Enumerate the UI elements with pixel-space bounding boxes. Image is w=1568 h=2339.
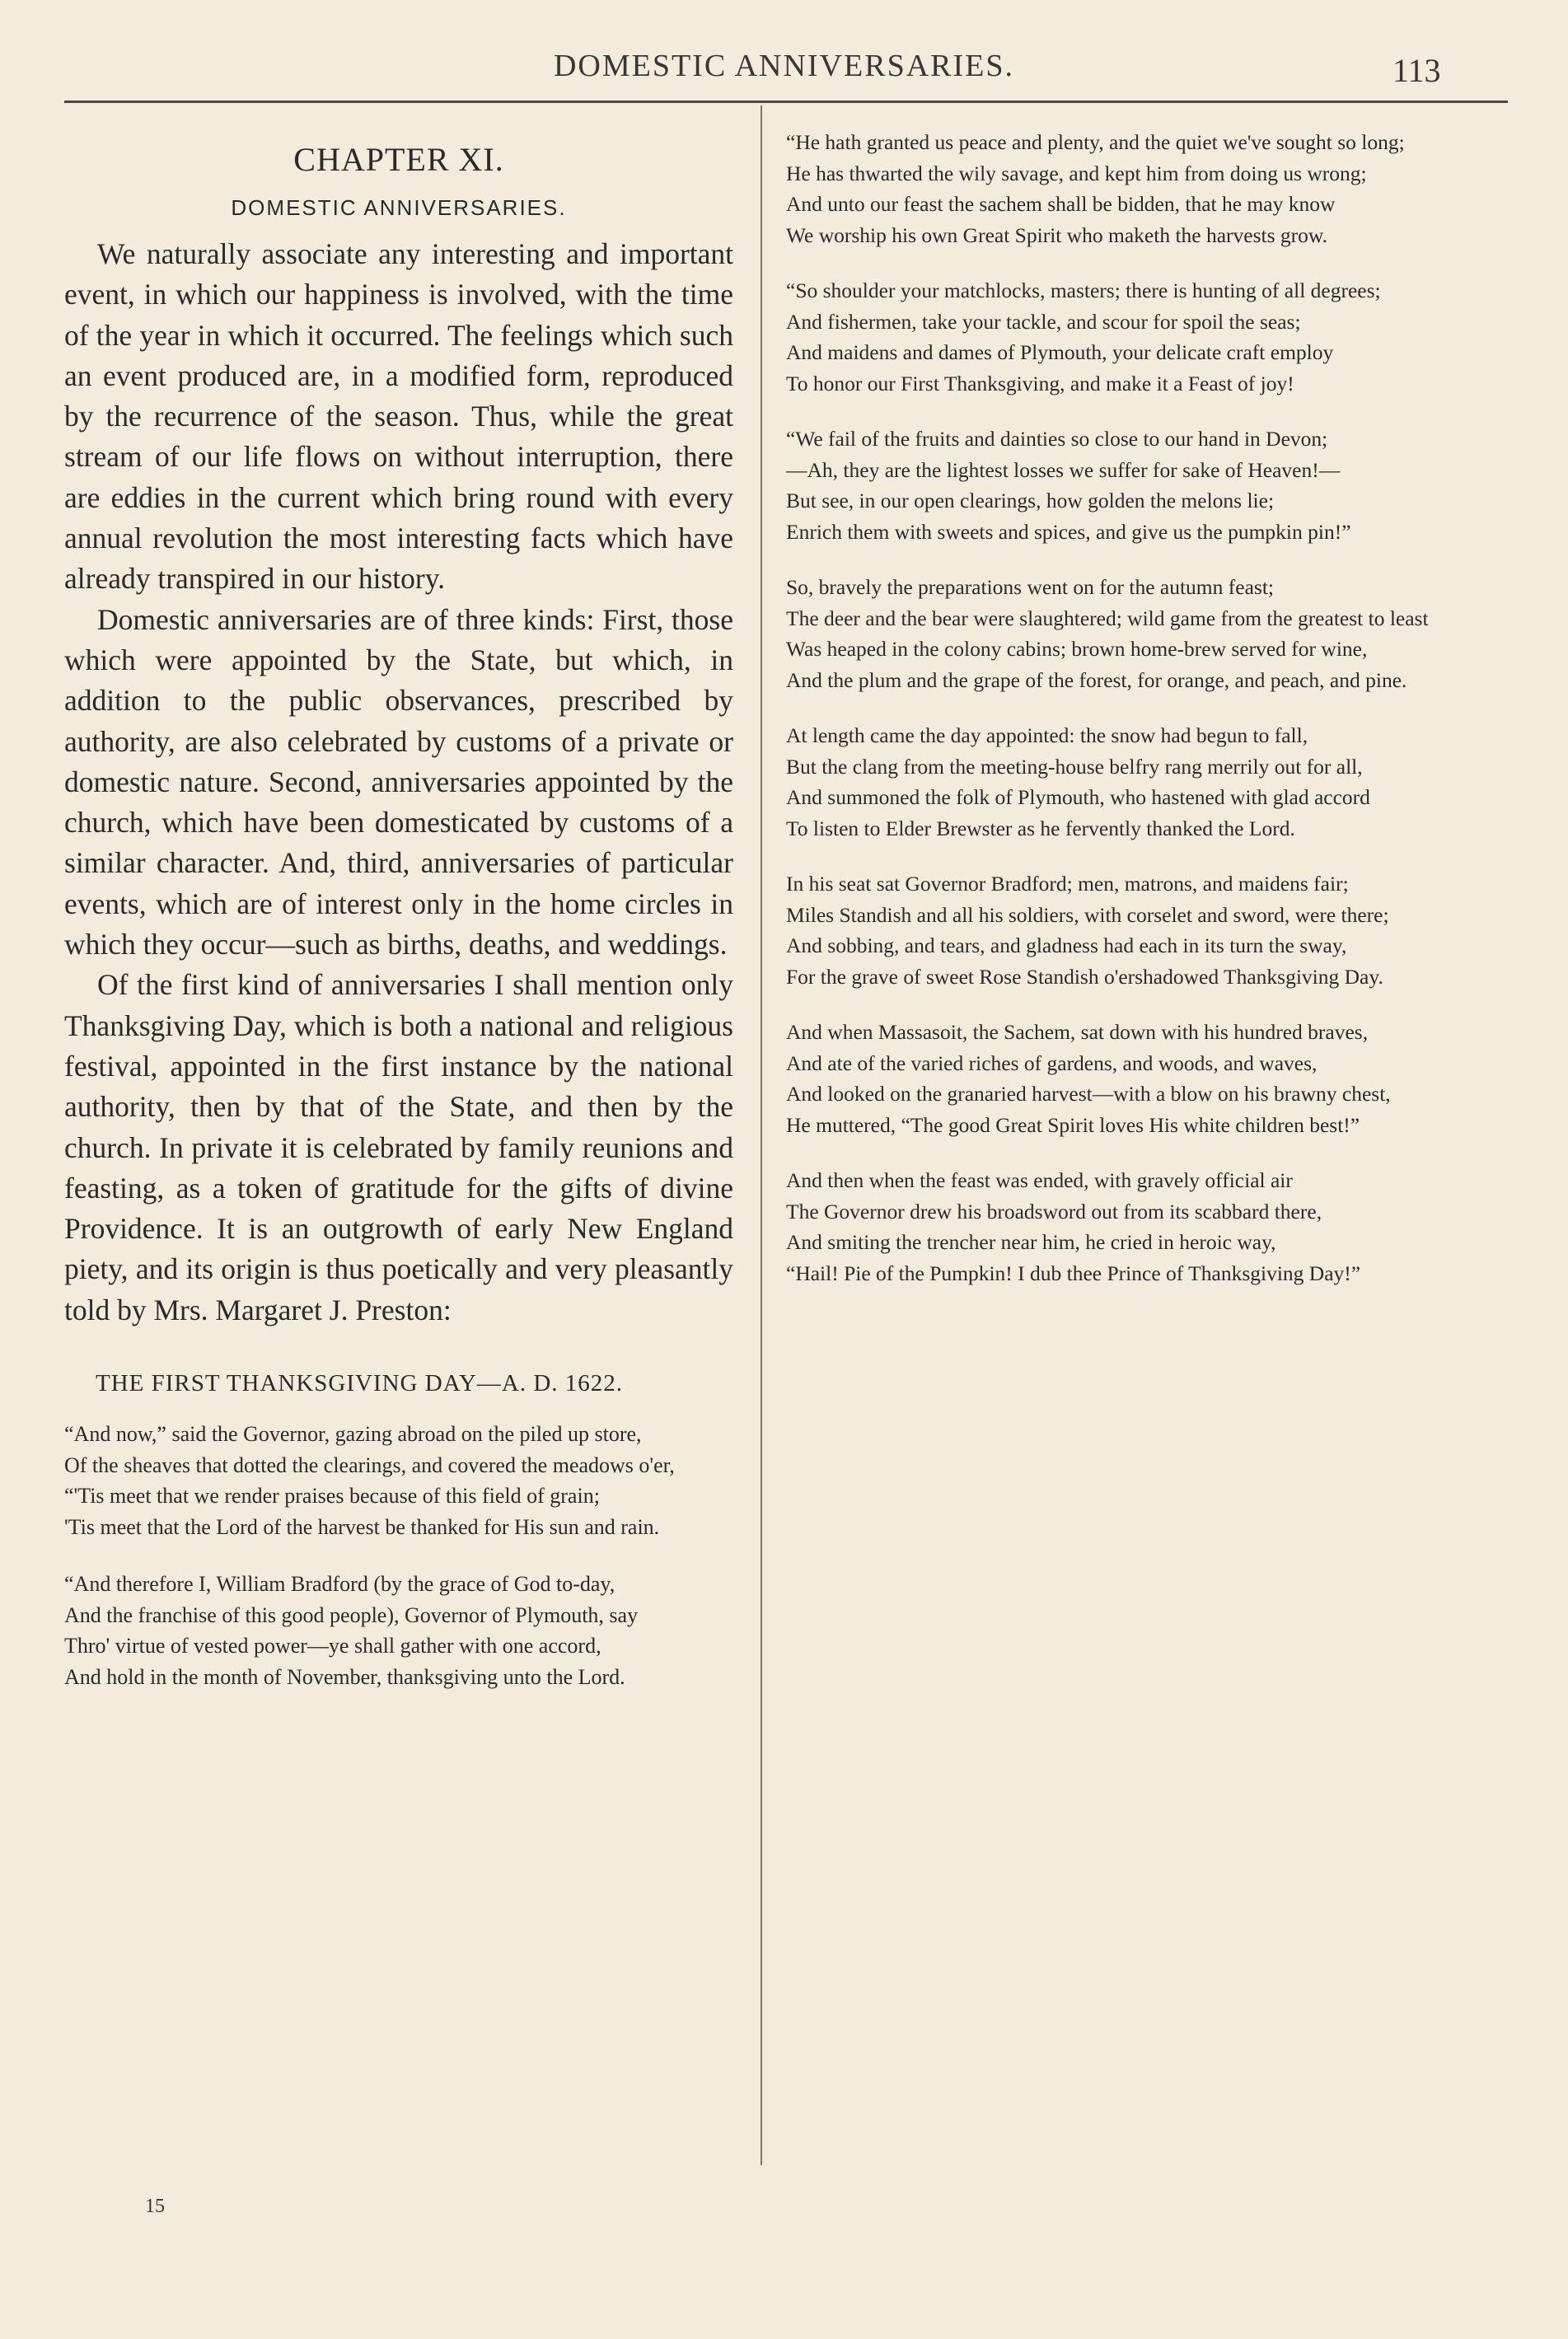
poem-line: “And therefore I, William Bradford (by the grace of God to-day, — [64, 1572, 615, 1597]
stanza — [64, 1419, 733, 1542]
poem-line: We worship his own Great Spirit who maketh the harvests grow. — [786, 222, 1328, 247]
paragraph: Domestic anniversaries are of three kinds: First, those which were appointed by the State, but which, in addition to the public observances, prescribed by authority, are also celebrated by customs of a private or domestic nature. Second, anniversaries appointed by the church, which have been domesticated by customs of a similar character. And, third, anniversaries of particular events, which are of interest only in the home circles in which they occur—such as births, deaths, and weddings. — [64, 602, 733, 961]
poem-line: Enrich them with sweets and spices, and give us the pumpkin pin!” — [786, 519, 1351, 544]
poem-line: The Governor drew his broadsword out from its scabbard there, — [786, 1199, 1322, 1223]
poem-line: —Ah, they are the lightest losses we suffer for sake of Heaven!— — [786, 457, 1341, 482]
paragraph: Of the first kind of anniversaries I shall mention only Thanksgiving Day, which is both a national and religious festival, appointed in the first instance by the national authority, then by that of the State, and then by the church. In private it is celebrated by family reunions and feasting, as a token of gratitude for the gifts of divine Providence. It is an outgrowth of early New England piety, and its origin is thus poetically and very pleasantly told by Mrs. Margaret J. Preston: — [64, 968, 733, 1326]
stanza — [786, 572, 1452, 695]
poem-line: And the plum and the grape of the forest, for orange, and peach, and pine. — [786, 667, 1407, 692]
stanza — [786, 127, 1452, 250]
poem-line: But see, in our open clearings, how golden the melons lie; — [786, 489, 1275, 512]
paragraph: We naturally associate any interesting and important event, in which our happiness is involved, with the time of the year in which it occurred. The feelings which such an event produced are, in a modified form, reproduced by the recurrence of the season. Thus, while the great stream of our life flows on without interruption, there are eddies in the current which bring round with every annual revolution the most interesting facts which have already transpired in our history. — [64, 237, 733, 596]
stanza — [786, 720, 1452, 844]
poem-line: And maidens and dames of Plymouth, your delicate craft employ — [786, 340, 1334, 364]
poem-left — [64, 1419, 733, 1692]
poem-line: At length came the day appointed: the snow had begun to fall, — [786, 723, 1308, 747]
signature-mark: 15 — [145, 2196, 165, 2217]
poem-line: 'Tis meet that the Lord of the harvest be thanked for His sun and rain. — [64, 1514, 660, 1539]
stanza — [786, 868, 1452, 992]
poem-line: The deer and the bear were slaughtered; wild game from the greatest to least — [786, 606, 1429, 630]
poem-line: In his seat sat Governor Bradford; men, matrons, and maidens fair; — [786, 872, 1349, 896]
poem-line: And the franchise of this good people), Governor of Plymouth, say — [64, 1602, 639, 1627]
stanza — [64, 1569, 733, 1692]
poem-line: So, bravely the preparations went on for the autumn feast; — [786, 575, 1274, 599]
poem-line: “We fail of the fruits and dainties so close to our hand in Devon; — [786, 427, 1328, 451]
poem-line: He has thwarted the wily savage, and kept him from doing us wrong; — [786, 161, 1367, 185]
header-rule — [64, 101, 1508, 103]
left-column — [64, 140, 733, 1719]
poem-line: And smiting the trencher near him, he cried in heroic way, — [786, 1230, 1276, 1254]
poem-line: To honor our First Thanksgiving, and make it a Feast of joy! — [786, 371, 1294, 395]
poem-line: “'Tis meet that we render praises because of this field of grain; — [64, 1484, 600, 1509]
poem-line: Miles Standish and all his soldiers, with corselet and sword, were there; — [786, 902, 1389, 927]
chapter-text — [64, 234, 733, 1331]
poem-line: But the clang from the meeting-house belfry rang merrily out for all, — [786, 754, 1363, 779]
poem-line: “And now,” said the Governor, gazing abroad on the piled up store, — [64, 1422, 642, 1447]
poem-line: Thro' virtue of vested power—ye shall gather with one accord, — [64, 1634, 601, 1658]
poem-line: And sobbing, and tears, and gladness had each in its turn the sway, — [786, 933, 1347, 957]
poem-line: And then when the feast was ended, with gravely official air — [786, 1168, 1293, 1192]
poem-line: And fishermen, take your tackle, and scour for spoil the seas; — [786, 309, 1301, 334]
stanza — [786, 275, 1452, 399]
chapter-subtitle: DOMESTIC ANNIVERSARIES. — [231, 195, 567, 220]
poem-line: And when Massasoit, the Sachem, sat down with his hundred braves, — [786, 1020, 1369, 1044]
poem-line: He muttered, “The good Great Spirit loves His white children best!” — [786, 1112, 1360, 1137]
stanza — [786, 1017, 1452, 1140]
page-number: 113 — [1392, 52, 1441, 89]
stanza — [786, 1165, 1452, 1289]
right-column — [786, 127, 1452, 1313]
poem-line: And looked on the granaried harvest—with a blow on his brawny chest, — [786, 1082, 1391, 1106]
poem-line: To listen to Elder Brewster as he fervently thanked the Lord. — [786, 816, 1295, 840]
column-divider — [761, 105, 762, 2165]
stanza — [786, 423, 1452, 547]
poem-line: Of the sheaves that dotted the clearings, and covered the meadows o'er, — [64, 1453, 675, 1477]
running-head: DOMESTIC ANNIVERSARIES. — [553, 49, 1015, 83]
poem-line: And unto our feast the sachem shall be bidden, that he may know — [786, 192, 1336, 216]
poem-line: And summoned the folk of Plymouth, who hastened with glad accord — [786, 785, 1370, 809]
poem-line: “Hail! Pie of the Pumpkin! I dub thee Prince of Thanksgiving Day!” — [786, 1261, 1361, 1285]
poem-line: And hold in the month of November, thanksgiving unto the Lord. — [64, 1664, 625, 1689]
chapter-title: CHAPTER XI. — [293, 141, 504, 178]
poem-line: “He hath granted us peace and plenty, and the quiet we've sought so long; — [786, 130, 1405, 154]
poem-line: “So shoulder your matchlocks, masters; there is hunting of all degrees; — [786, 278, 1381, 302]
poem-line: Was heaped in the colony cabins; brown home-brew served for wine, — [786, 637, 1368, 661]
poem-line: For the grave of sweet Rose Standish o'ershadowed Thanksgiving Day. — [786, 964, 1383, 989]
poem-title: THE FIRST THANKSGIVING DAY—A. D. 1622. — [96, 1370, 624, 1397]
poem-line: And ate of the varied riches of gardens, and woods, and waves, — [786, 1050, 1318, 1075]
